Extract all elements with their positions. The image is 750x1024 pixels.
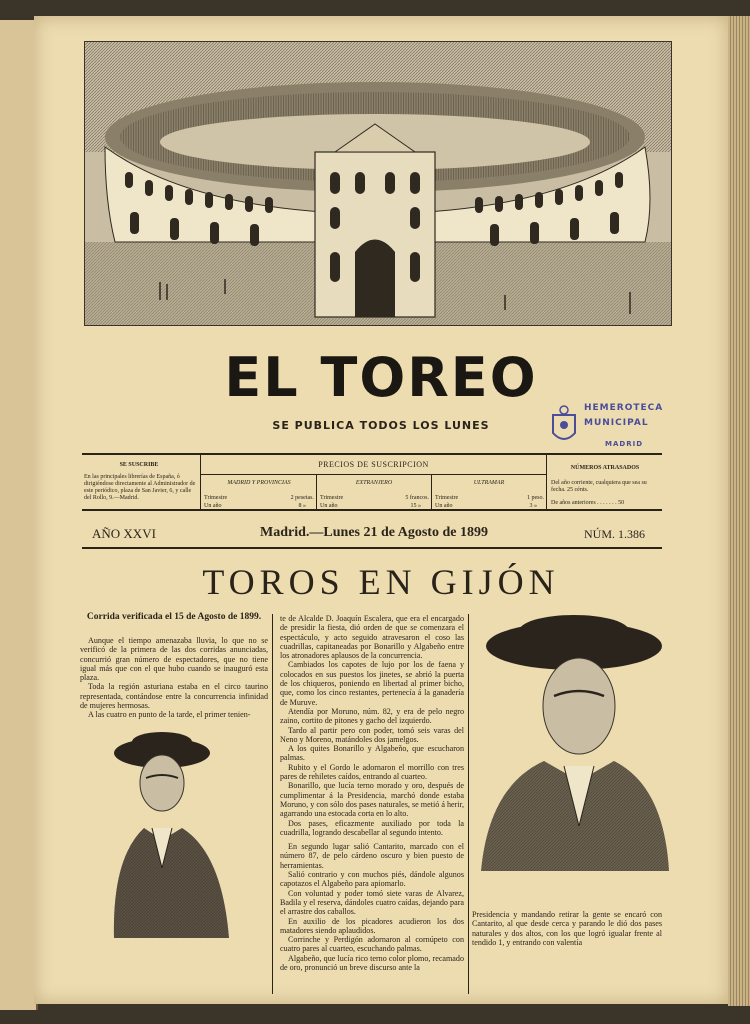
stamp-line-3: MADRID	[605, 440, 643, 448]
subscribe-text: En las principales librerías de España, ó dirigiéndose directamente al Administrador de este periódico, plaza de San Javier, 6, y calle del Rollo, 9.—Madrid.	[84, 474, 196, 501]
bullfighter-portrait-right	[479, 611, 674, 896]
madrid-row2-label: Un año	[204, 503, 222, 509]
rule-top	[82, 453, 662, 455]
bullring-illustration	[84, 41, 672, 326]
madrid-row1-label: Trimestre	[204, 495, 228, 501]
col1-paragraph: Aunque el tiempo amenazaba lluvia, lo que no se verificó de la primera de las dos corridas anunciadas, concurrió gran número de espectadores, que no tiene igual más que con el que hubo cuando se inauguró esta plaza.	[80, 636, 268, 683]
col3-paragraph: Presidencia y mandando retirar la gente se encaró con Cantarito, al que desde cerca y parando le dió dos pases naturales y dos altos, con los que logró igualar frente al tendido 1, y entrando con valentía	[472, 910, 662, 947]
masthead-tagline: SE PUBLICA TODOS LOS LUNES	[272, 419, 490, 432]
extranjero-row2-value: 15 »	[410, 503, 421, 509]
extranjero-row1-label: Trimestre	[320, 495, 344, 501]
ultramar-row2-label: Un año	[435, 503, 453, 509]
madrid-row1-value: 2 pesetas.	[290, 495, 314, 501]
portrait-right-drawing	[479, 611, 674, 896]
extranjero-title: EXTRANJERO	[355, 480, 393, 486]
column-rule-1	[272, 614, 273, 994]
extranjero-row1-value: 5 francos.	[405, 495, 429, 501]
rule-dateline	[82, 547, 662, 549]
col1-paragraph: Toda la región asturiana estaba en el circo taurino representada, contándose entre la concurrencia infinidad de mujeres hermosas.	[80, 682, 268, 711]
back-issues-line2: De años anteriores . . . . . . . 50	[551, 500, 625, 506]
column1-text	[80, 636, 268, 720]
bullfighter-portrait-left	[104, 728, 234, 943]
col2-paragraph: En segundo lugar salió Cantarito, marcado con el número 87, de pelo cárdeno oscuro y bien puesto de herramientas.	[280, 842, 464, 870]
col2-paragraph: Cambiados los capotes de lujo por los de faena y colocados en sus puestos los jinetes, se abrió la puerta de los chiqueros, poniendo en libertad al primer bicho, que, como los cinco restantes, pertenecía á la ganadería de Muruve.	[280, 660, 464, 707]
page-stack-edge	[728, 16, 750, 1006]
col2-paragraph: Con voluntad y poder tomó siete varas de Alvarez, Badila y el reserva, dándoles cuatro caídas, dejando para el arrastre dos caballos.	[280, 888, 464, 917]
year-label: AÑO XXVI	[92, 526, 156, 541]
column2-text	[280, 614, 464, 972]
coat-of-arms-icon	[549, 405, 579, 447]
divider-center-h	[201, 474, 546, 475]
divider-right	[546, 455, 547, 509]
ultramar-row2-value: 3 »	[529, 503, 537, 509]
col2-paragraph: Salió contrario y con muchos piés, dándole algunos capotazos el Algabeño para apiomarlo.	[280, 870, 464, 889]
library-stamp	[549, 401, 669, 459]
newspaper-page	[34, 16, 728, 1004]
col2-paragraph: Dos pases, eficazmente auxiliado por toda la cuadrilla, logrando descabellar al segundo intento.	[280, 818, 464, 837]
divider-center-1	[316, 475, 317, 509]
facing-page-edge	[0, 20, 38, 1010]
ultramar-title: ULTRAMAR	[473, 480, 505, 486]
madrid-row2-value: 8 »	[298, 503, 306, 509]
issue-date: Madrid.—Lunes 21 de Agosto de 1899	[260, 525, 488, 540]
subscribe-title: SE SUSCRIBE	[119, 462, 159, 468]
extranjero-row2-label: Un año	[320, 503, 338, 509]
madrid-title: MADRID Y PROVINCIAS	[227, 480, 291, 486]
prices-title: PRECIOS DE SUSCRIPCION	[318, 460, 429, 469]
col2-paragraph: Algabeño, que lucía rico terno color plomo, recamado de oro, pronunció un breve discurso ante la	[280, 953, 464, 972]
col2-paragraph: Atendía por Moruno, núm. 82, y era de pelo negro zaino, cortito de pitones y gacho del izquierdo.	[280, 706, 464, 726]
column3-text	[472, 910, 662, 947]
col2-paragraph: te de Alcalde D. Joaquín Escalera, que era el encargado de presidir la fiesta, dió orden de que se comenzara el espectáculo, y acto seguido atravesaron el coso las cuadrillas, capitaneadas por Bonarillo y Algabeño entre los atronadores aplausos de la concurrencia.	[280, 614, 464, 661]
issue-number: NÚM. 1.386	[584, 527, 646, 541]
stamp-line-2: MUNICIPAL	[584, 418, 649, 428]
portrait-left-drawing	[104, 728, 234, 943]
col2-paragraph: Tardo al partir pero con poder, tomó seis varas del Neno y Moreno, matándoles dos jamelgos.	[280, 725, 464, 744]
article-headline: TOROS EN GIJÓN	[202, 562, 560, 602]
back-issues-title: NÚMEROS ATRASADOS	[570, 465, 640, 471]
column-rule-2	[468, 614, 469, 994]
col1-paragraph: A las cuatro en punto de la tarde, el primer tenien-	[88, 710, 251, 720]
back-issues-line1: Del año corriente, cualquiera que sea su fecha. 25 cénts.	[551, 480, 647, 493]
column1-heading: Corrida verificada el 15 de Agosto de 1899.	[86, 612, 262, 622]
ultramar-row1-value: 1 peso.	[527, 495, 544, 501]
col2-paragraph: Rubito y el Gordo le adornaron el morrillo con tres pares de rehiletes caídos, entrando al cuarteo.	[280, 762, 464, 782]
col2-paragraph: A los quites Bonarillo y Algabeño, que escucharon palmas.	[280, 744, 464, 763]
col2-paragraph: Bonarillo, que lucía terno morado y oro, después de cumplimentar á la Presidencia, marchó donde estaba Moruno, y con sólo dos pases naturales, se metió á herir, agarrando una estocada corta en lo alto.	[280, 781, 464, 819]
divider-center-2	[431, 475, 432, 509]
col2-paragraph: Corrinche y Perdigón adornaron al cornúpeto con cuatro pares al cuarteo, escuchando palmas.	[280, 935, 464, 954]
stamp-line-1: HEMEROTECA	[584, 403, 664, 413]
masthead-title: EL TOREO	[224, 346, 538, 409]
rule-bottom	[82, 509, 662, 511]
ultramar-row1-label: Trimestre	[435, 495, 459, 501]
col2-paragraph: En auxilio de los picadores acudieron los dos matadores siendo aplaudidos.	[280, 916, 464, 935]
bullring-drawing	[85, 42, 671, 325]
